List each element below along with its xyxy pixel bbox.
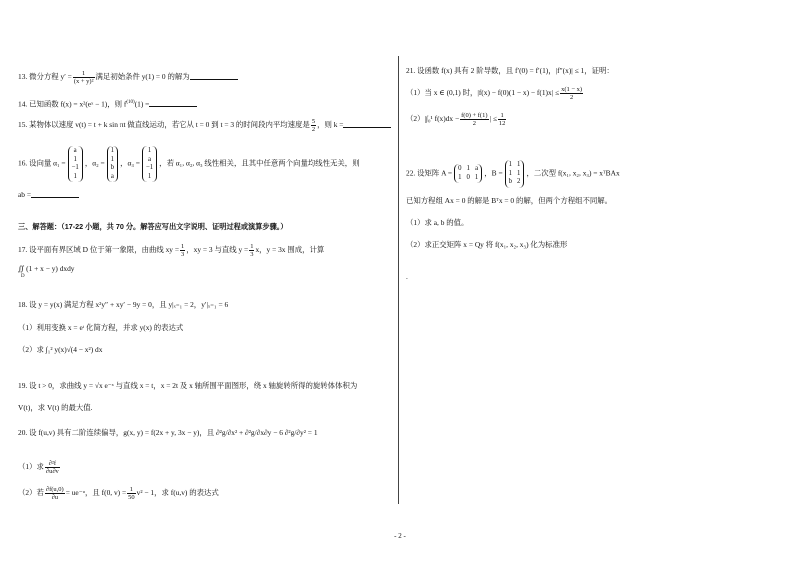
page-number: - 2 - (394, 532, 406, 540)
question-21-part1: （1）当 x ∈ (0,1) 时，|f(x) − f(0)(1 − x) − f(1)x| ≤ $\frac{x(1 - x)}{2}$ (406, 86, 583, 101)
question-17-domain: D (21, 274, 25, 279)
matrix-b: 1 1 1 1 b 2 (505, 160, 525, 188)
question-14: 14. 已知函数 f(x) = x²(eˣ − 1)，则 $f^{(10)}(1)$ = (18, 98, 197, 109)
question-18-part2: （2）求 ∫₁² y(x)√(4 − x²) dx (18, 345, 103, 354)
question-16-answer: ab = (18, 190, 79, 200)
question-20-part2: （2）若 $\frac{\partial f(u,0)}{\partial u}$ = ue⁻ᵘ，且 f(0, v) = $\frac{1}{50}$ v² − 1，求 f(u,v) 的表达式 (18, 486, 219, 501)
section-title-3: 三、解答题：（17-22 小题，共 70 分。解答应写出文字说明、证明过程或演算步骤。） (18, 222, 288, 231)
answer-blank (149, 99, 197, 107)
question-21-part2: （2）|∫₀¹ f(x)dx − $\frac{f(0) + f(1)}{2}$ | ≤ $\frac{1}{12}$ (406, 112, 506, 127)
question-17: 17. 设平面有界区域 D 位于第一象限，由曲线 xy = $\frac{1}{3}$ ，xy = 3 与直线 y = $\frac{1}{3}$ x，y = 3x 围成，计算 (18, 243, 325, 258)
question-18-part1: （1）利用变换 x = eᵗ 化简方程，并求 y(x) 的表达式 (18, 323, 184, 332)
question-22-line2: 已知方程组 Ax = 0 的解是 Bᵀx = 0 的解，但两个方程组不同解。 (406, 196, 613, 205)
question-19: 19. 设 t > 0，求曲线 y = √x e⁻ˣ 与直线 x = t，x = 2t 及 x 轴所围平面图形，绕 x 轴旋转所得的旋转体体积为 (18, 381, 358, 390)
question-17-integral: ∬ (1 + x − y) dxdy (18, 264, 75, 273)
answer-blank (343, 120, 391, 128)
vector-a3: 1 a −1 1 (142, 146, 157, 182)
question-13: 13. 微分方程 y′ = $\frac{1}{\text{(x + y)²}}$ 满足初始条件 y(1) = 0 的解为 (18, 70, 238, 85)
question-21: 21. 设函数 f(x) 具有 2 阶导数，且 f′(0) = f′(1)，|f″(x)| ≤ 1，证明： (406, 66, 614, 75)
answer-blank (31, 190, 79, 198)
vector-a1: a 1 −1 1 (68, 146, 83, 182)
question-15: 15. 某物体以速度 v(t) = t + k sin πt 做直线运动，若它从 t = 0 到 t = 3 的时间段内平均速度是 $\frac{5}{2}$ ，则 k = (18, 118, 391, 133)
answer-blank (190, 72, 238, 80)
question-20: 20. 设 f(u,v) 具有二阶连续偏导，g(x, y) = f(2x + y, 3x − y)，且 ∂²g/∂x² + ∂²g/∂x∂y − 6 ∂²g/∂y² = 1 (18, 428, 318, 437)
vector-a2: 1 1 b a (107, 146, 118, 182)
matrix-a: 0 1 a 1 0 1 (454, 164, 482, 183)
column-divider (398, 56, 399, 504)
question-18: 18. 设 y = y(x) 满足方程 x²y″ + xy′ − 9y = 0，且 y|ₓ₌₁ = 2，y′|ₓ₌₁ = 6 (18, 300, 229, 309)
question-19-line2: V(t)，求 V(t) 的最大值. (18, 403, 93, 412)
question-22-part2: （2）求正交矩阵 x = Qy 将 f(x₁, x₂, x₃) 化为标准形 (406, 240, 568, 249)
stray-dot: . (406, 272, 408, 281)
question-22-part1: （1）求 a, b 的值。 (406, 218, 469, 227)
question-16: 16. 设向量 α₁ =a 1 −1 1，α₂ =1 1 b a，α₃ =1 a −1 1，若 α₁, α₂, α₃ 线性相关，且其中任意两个向量均线性无关，则 (18, 146, 360, 182)
question-22: 22. 设矩阵 A = 0 1 a 1 0 1 ，B = 1 1 1 1 b 2 ，二次型 f(x₁, x₂, x₃) = xᵀBAx (406, 160, 620, 188)
question-20-part1: （1）求 $\frac{\text{∂²f}}{\partial u\partial v}$ (18, 460, 59, 475)
